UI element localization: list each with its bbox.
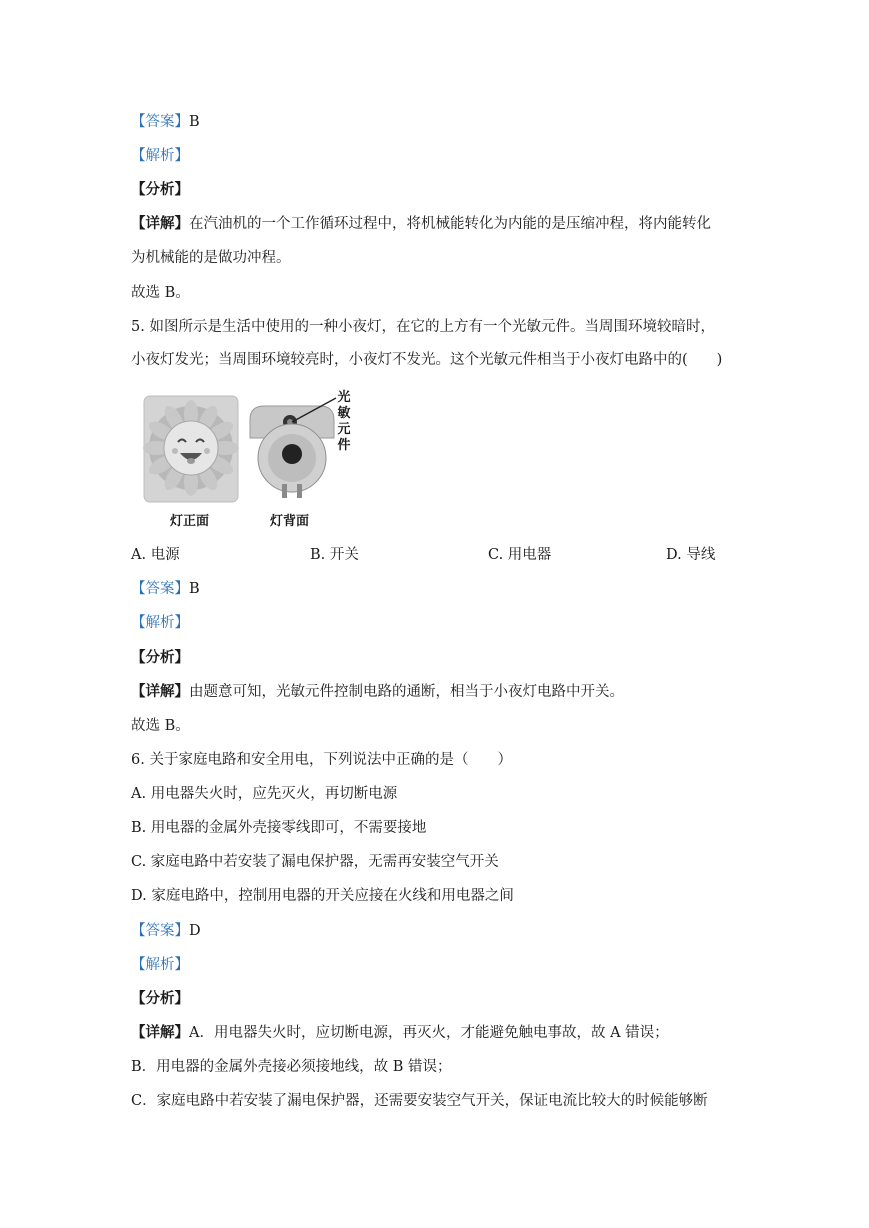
sensor-label-char: 光 — [337, 390, 351, 405]
q6-option-b: B. 用电器的金属外壳接零线即可，不需要接地 — [131, 820, 427, 836]
q6-fenxi-tag: 【分析】 — [131, 990, 189, 1007]
q6-detail-line-a — [131, 1023, 669, 1043]
back-caption: 灯背面 — [270, 514, 310, 529]
q6-option-c: C. 家庭电路中若安装了漏电保护器，无需再安装空气开关 — [131, 854, 499, 870]
q5-option-b: B. 开关 — [310, 547, 359, 563]
q6-answer-line — [131, 921, 201, 941]
q5-analysis-tag: 【解析】 — [131, 615, 189, 631]
q5-stem-line-1: 5. 如图所示是生活中使用的一种小夜灯，在它的上方有一个光敏元件。当周围环境较暗时， — [131, 319, 715, 335]
sensor-label — [336, 390, 352, 454]
answer-tag: 【答案】 — [131, 114, 189, 130]
q6-stem: 6. 关于家庭电路和安全用电，下列说法中正确的是（ ） — [131, 752, 512, 768]
q5-detail-line — [131, 682, 624, 702]
detail-text: A．用电器失火时，应切断电源，再灭火，才能避免触电事故，故 A 错误； — [189, 1025, 669, 1041]
q5-option-d: D. 导线 — [666, 547, 716, 563]
q6-option-d: D. 家庭电路中，控制用电器的开关应接在火线和用电器之间 — [131, 888, 514, 904]
detail-tag: 【详解】 — [131, 683, 189, 700]
q4-fenxi-tag: 【分析】 — [131, 181, 189, 198]
answer-value: B — [189, 581, 200, 597]
detail-tag: 【详解】 — [131, 1024, 189, 1041]
q5-fenxi-tag: 【分析】 — [131, 649, 189, 666]
sensor-label-char: 敏 — [337, 406, 351, 421]
q6-detail-line-c: C．家庭电路中若安装了漏电保护器，还需要安装空气开关，保证电流比较大的时候能够断 — [131, 1093, 708, 1109]
q4-answer-line — [131, 112, 200, 132]
q5-choose: 故选 B。 — [131, 718, 190, 734]
q6-analysis-tag: 【解析】 — [131, 957, 189, 973]
night-light-figure — [142, 390, 362, 530]
sensor-label-char: 元 — [337, 422, 351, 437]
q4-detail-line-1 — [131, 214, 711, 234]
q4-choose: 故选 B。 — [131, 285, 190, 301]
q4-analysis-tag: 【解析】 — [131, 148, 189, 164]
q6-detail-line-b: B．用电器的金属外壳接必须接地线，故 B 错误； — [131, 1059, 452, 1075]
detail-tag: 【详解】 — [131, 215, 189, 232]
detail-text: 由题意可知，光敏元件控制电路的通断，相当于小夜灯电路中开关。 — [189, 684, 624, 700]
q6-option-a: A. 用电器失火时，应先灭火，再切断电源 — [131, 786, 398, 802]
night-light-illustration — [142, 390, 362, 530]
answer-value: D — [189, 923, 201, 939]
q4-detail-line-2: 为机械能的是做功冲程。 — [131, 250, 291, 266]
answer-tag: 【答案】 — [131, 581, 189, 597]
q5-option-a: A. 电源 — [131, 547, 180, 563]
front-caption: 灯正面 — [170, 514, 210, 529]
sensor-label-char: 件 — [337, 438, 351, 453]
answer-tag: 【答案】 — [131, 923, 189, 939]
q5-option-c: C. 用电器 — [488, 547, 552, 563]
answer-value: B — [189, 114, 200, 130]
q5-answer-line — [131, 579, 200, 599]
q5-stem-line-2: 小夜灯发光；当周围环境较亮时，小夜灯不发光。这个光敏元件相当于小夜灯电路中的( ) — [131, 352, 723, 368]
detail-text: 在汽油机的一个工作循环过程中，将机械能转化为内能的是压缩冲程，将内能转化 — [189, 216, 711, 232]
